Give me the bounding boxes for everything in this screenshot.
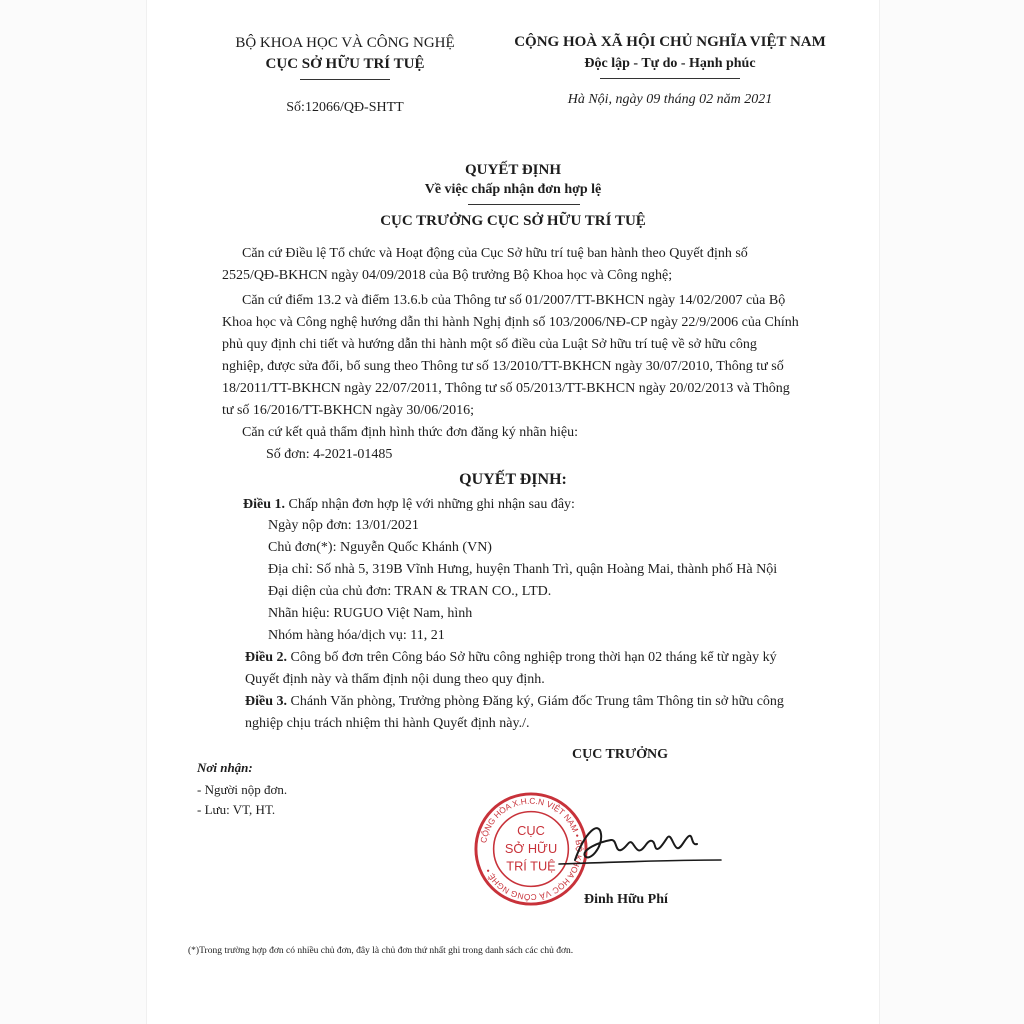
article-3-text: Chánh Văn phòng, Trưởng phòng Đăng ký, Giám đốc Trung tâm Thông tin sở hữu công [287, 694, 784, 709]
decision-heading: QUYẾT ĐỊNH: [459, 471, 567, 488]
article-2-label: Điều 2. [245, 650, 287, 665]
article-1-item: Ngày nộp đơn: 13/01/2021 [268, 518, 419, 533]
article-2-text: Công bố đơn trên Công báo Sở hữu công nghiệp trong thời hạn 02 tháng kể từ ngày ký [287, 650, 777, 665]
country-name: CỘNG HOÀ XÃ HỘI CHỦ NGHĨA VIỆT NAM [514, 34, 826, 50]
article-3 [245, 694, 784, 710]
article-3-label: Điều 3. [245, 694, 287, 709]
article-2-continuation: Quyết định này và thẩm định nội dung theo quy định. [245, 672, 545, 687]
preamble-line: 2525/QĐ-BKHCN ngày 04/09/2018 của Bộ trưởng Bộ Khoa học và Công nghệ; [222, 268, 673, 283]
national-motto: Độc lập - Tự do - Hạnh phúc [584, 56, 756, 71]
header-left-underline [300, 79, 390, 80]
office-name: CỤC SỞ HỮU TRÍ TUỆ [265, 56, 425, 72]
application-number: Số đơn: 4-2021-01485 [266, 447, 393, 462]
title-underline [468, 204, 580, 205]
ministry-name: BỘ KHOA HỌC VÀ CÔNG NGHỆ [235, 35, 455, 51]
article-1-item: Chủ đơn(*): Nguyễn Quốc Khánh (VN) [268, 540, 492, 555]
preamble-line: tư số 16/2016/TT-BKHCN ngày 30/06/2016; [222, 403, 475, 418]
article-3-continuation: nghiệp chịu trách nhiệm thi hành Quyết định này./. [245, 716, 530, 731]
preamble-line: phủ quy định chi tiết và hướng dẫn thi hành một số điều của Luật Sở hữu trí tuệ về sở hữu công [222, 337, 757, 352]
article-1-item: Nhãn hiệu: RUGUO Việt Nam, hình [268, 606, 473, 621]
stamp-line-2: SỞ HỮU [504, 840, 558, 856]
article-1-text: Chấp nhận đơn hợp lệ với những ghi nhận sau đây: [285, 497, 575, 512]
document-subject: Về việc chấp nhận đơn hợp lệ [424, 182, 602, 197]
stamp-ring-text: CỘNG HÒA X.H.C.N VIỆT NAM • BỘ KHOA HỌC VÀ CÔNG NGHỆ • [478, 795, 585, 903]
preamble-line: Căn cứ điểm 13.2 và điểm 13.6.b của Thông tư số 01/2007/TT-BKHCN ngày 14/02/2007 của Bộ [242, 293, 786, 308]
article-1-item: Địa chỉ: Số nhà 5, 319B Vĩnh Hưng, huyện Thanh Trì, quận Hoàng Mai, thành phố Hà Nội [268, 562, 778, 577]
preamble-line: Khoa học và Công nghệ hướng dẫn thi hành Nghị định số 103/2006/NĐ-CP ngày 22/9/2006 của Chính [222, 315, 799, 330]
signer-title: CỤC TRƯỞNG [571, 747, 669, 762]
place-and-date: Hà Nội, ngày 09 tháng 02 năm 2021 [567, 92, 773, 107]
header-right-underline [600, 78, 740, 79]
preamble-line: nghiệp, được sửa đổi, bổ sung theo Thông tư số 13/2010/TT-BKHCN ngày 30/07/2010, Thông tư số [222, 359, 784, 374]
recipient-item: - Lưu: VT, HT. [197, 802, 276, 817]
preamble-line: Căn cứ kết quả thẩm định hình thức đơn đăng ký nhãn hiệu: [242, 425, 578, 440]
article-1 [243, 497, 575, 513]
recipients-label: Nơi nhận: [197, 760, 253, 775]
footnote: (*)Trong trường hợp đơn có nhiều chủ đơn, đây là chủ đơn thứ nhất ghi trong danh sách các chủ đơn. [188, 946, 574, 956]
article-1-item: Đại diện của chủ đơn: TRAN & TRAN CO., LTD. [268, 584, 552, 599]
preamble-line: 18/2011/TT-BKHCN ngày 22/07/2011, Thông tư số 05/2013/TT-BKHCN ngày 20/02/2013 và Thông [222, 381, 790, 396]
stamp-line-3: TRÍ TUỆ [506, 858, 556, 874]
document-title: QUYẾT ĐỊNH [465, 162, 561, 178]
handwritten-signature [555, 812, 735, 882]
article-1-label: Điều 1. [243, 497, 285, 512]
document-number: Số:12066/QĐ-SHTT [286, 100, 404, 115]
preamble-line: Căn cứ Điều lệ Tổ chức và Hoạt động của Cục Sở hữu trí tuệ ban hành theo Quyết định số [242, 246, 748, 261]
signer-name: Đinh Hữu Phí [584, 892, 668, 907]
article-1-item: Nhóm hàng hóa/dịch vụ: 11, 21 [268, 628, 445, 643]
article-2 [245, 650, 777, 666]
issuing-authority: CỤC TRƯỞNG CỤC SỞ HỮU TRÍ TUỆ [380, 213, 646, 229]
recipient-item: - Người nộp đơn. [197, 782, 288, 797]
stamp-line-1: CỤC [517, 823, 545, 839]
